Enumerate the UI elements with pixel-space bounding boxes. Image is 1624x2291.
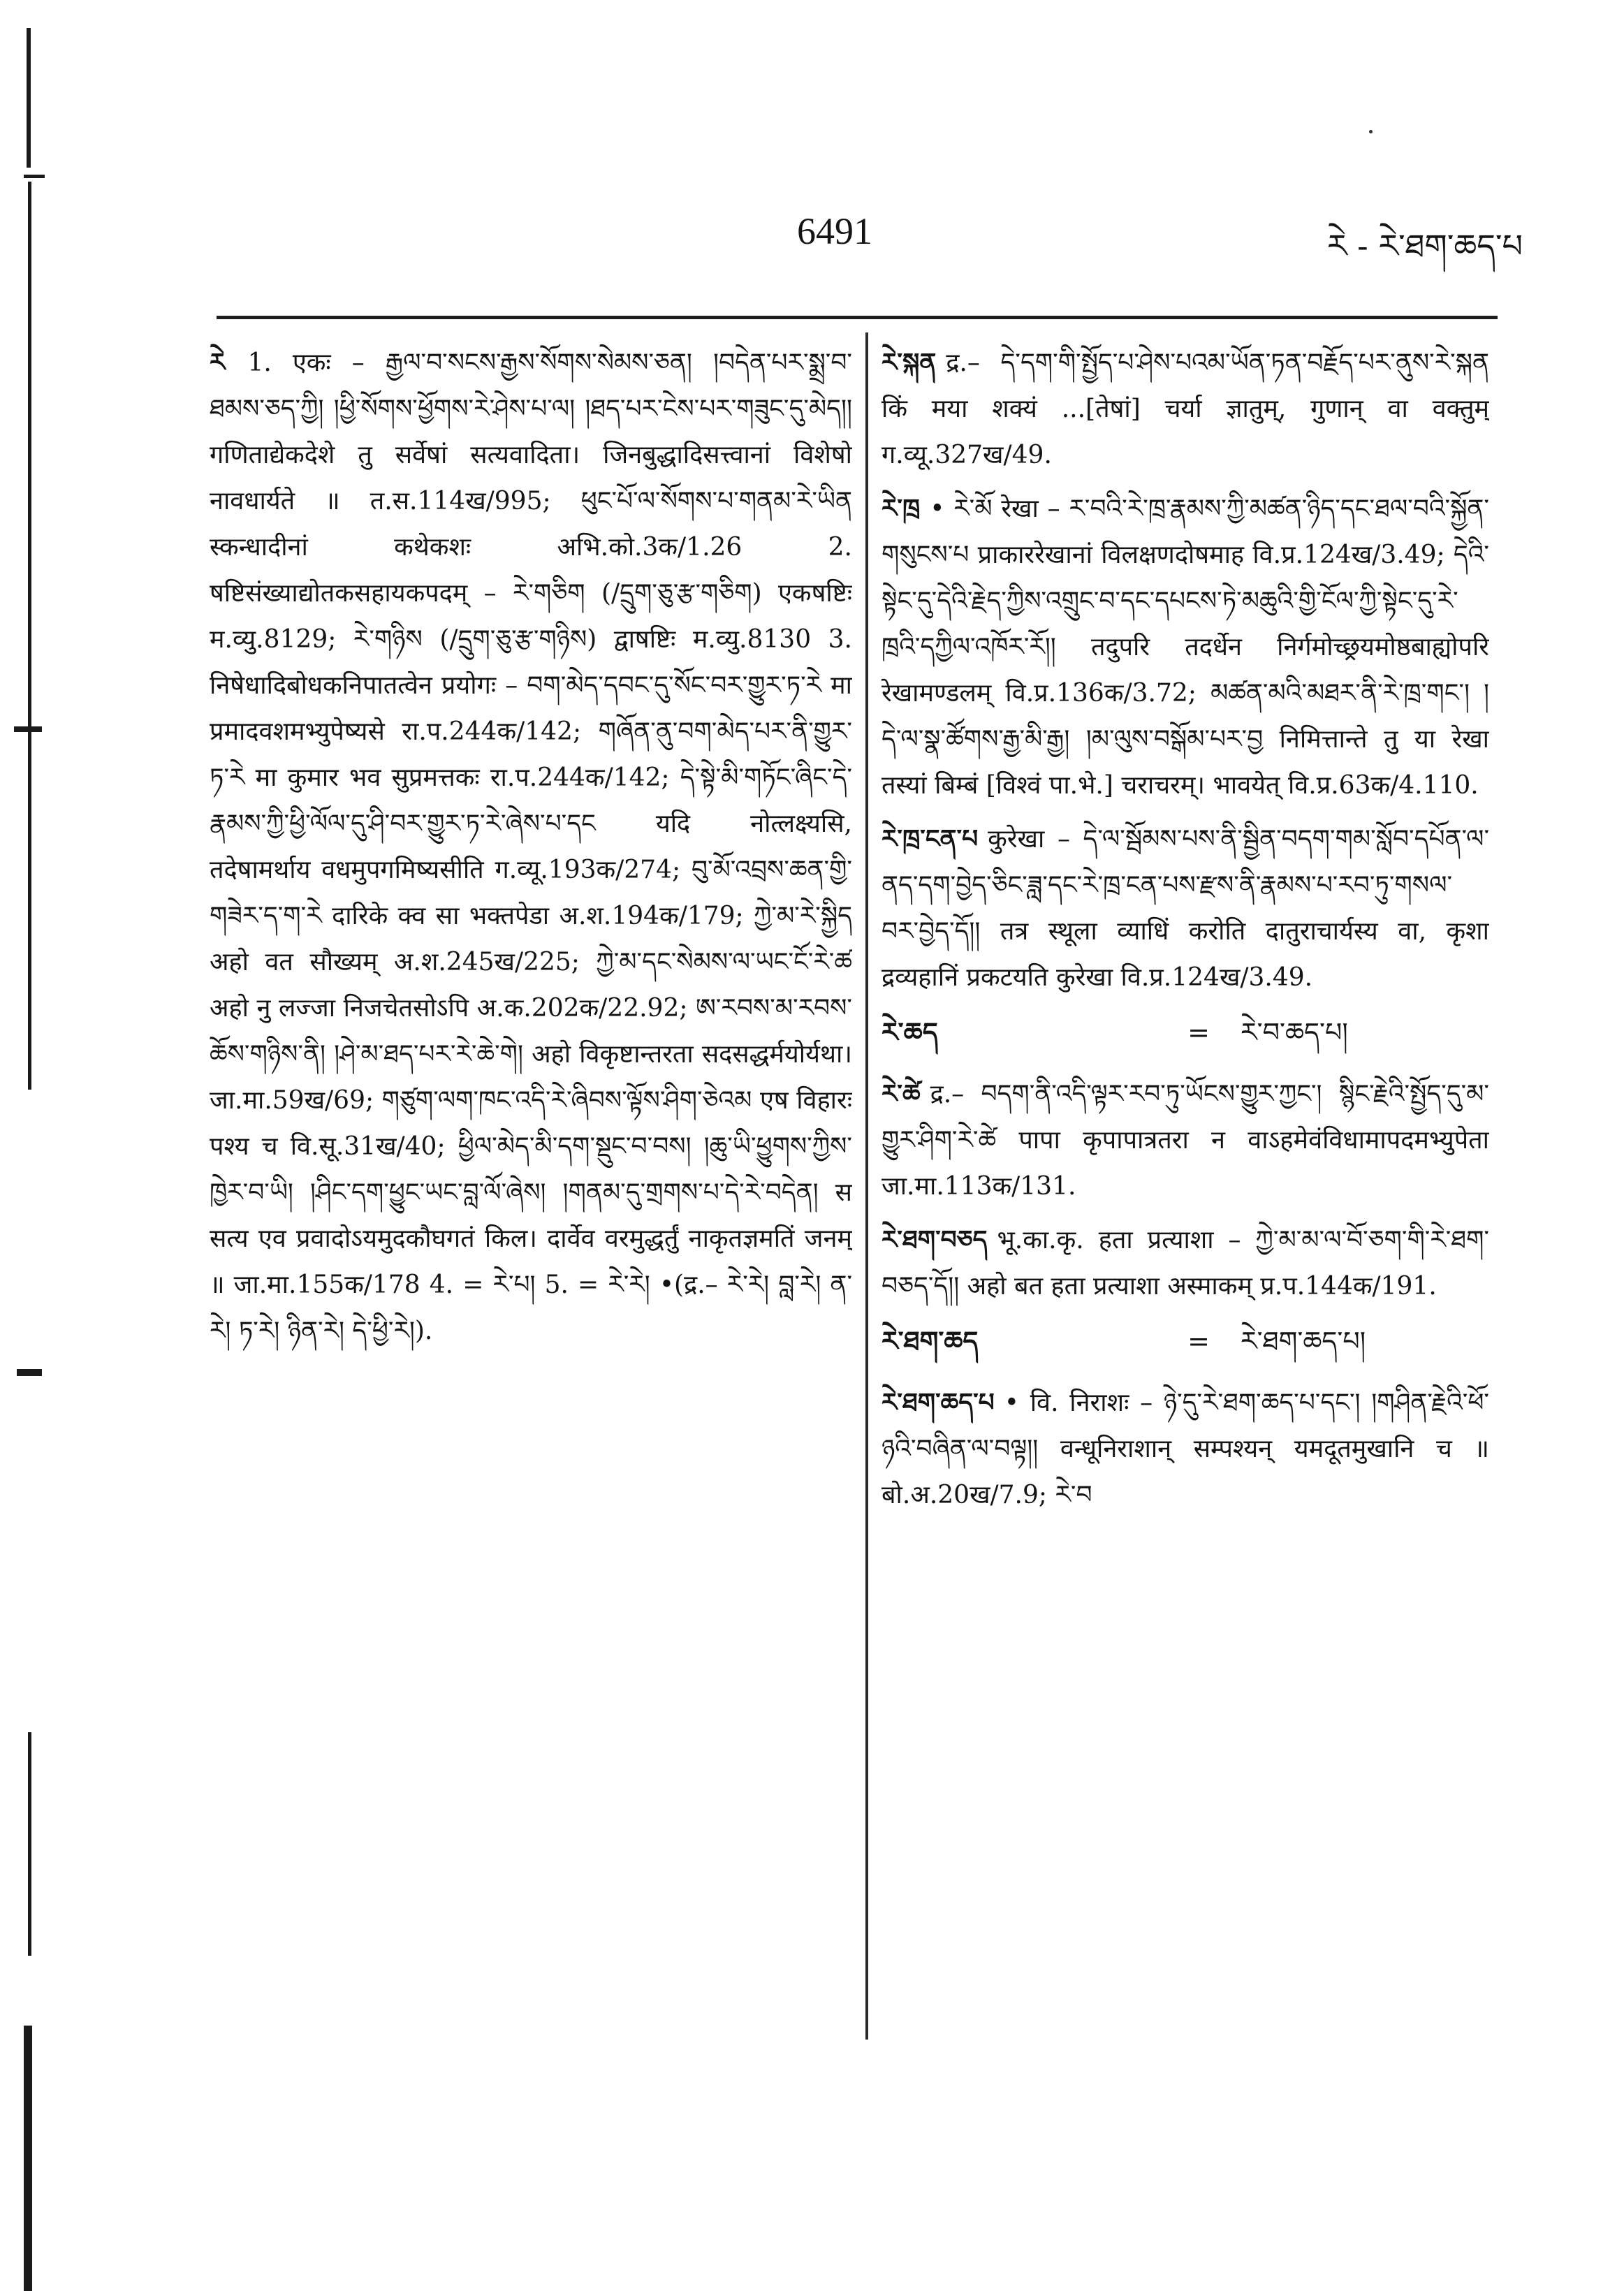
- entry-headword: རེ་ཁྲ་ངན་པ: [882, 824, 979, 854]
- running-head: རེ - རེ་ཐག་ཆད་པ: [1326, 227, 1523, 265]
- dictionary-entry: [882, 816, 1489, 1001]
- scan-binding-edge: [17, 1369, 42, 1376]
- cross-reference-entry: [882, 1318, 1489, 1364]
- entry-headword: རེ་ཆད: [882, 1016, 938, 1048]
- entry-headword: རེ་ཁྲ: [882, 494, 921, 523]
- scan-binding-edge: [28, 1732, 31, 1956]
- right-column: [882, 339, 1489, 2058]
- dictionary-entry: [882, 485, 1489, 809]
- entry-text: • རེ་མོ रेखा – ར་བའི་རེ་ཁྲ་རྣམས་ཀྱི་མཚན་ཉིད་དང་ཐལ་བའི་སྐྱོན་གསུངས་པ प्राकाररेखानां विलक्षणदोषमाह वि.प्र.124ख/3.49; དེའི་སྟེང་དུ་དེའི་རྗེད་ཀྱིས་འགྲུང་བ་དང་དཔངས་ཏེ་མཆུའི་གྱི་ངོལ་ཀྱི་སྟེང་དུ་རེ་ཁྲའི་དཀྱིལ་འཁོར་རོ།། तदुपरि तदर्धेन निर्गमोच्छ्रयमोष्ठबाह्योपरि रेखामण्डलम् वि.प्र.136क/3.72; མཚན་མའི་མཐར་ནི་རེ་ཁྲ་གང་། །དེ་ལ་སྣ་ཚོགས་རྒྱ་མི་རྒྱ། །མ་ལུས་བསྒོམ་པར་བྱ निमित्तान्ते तु या रेखा तस्यां बिम्बं [विश्वं पा.भे.] चराचरम्। भावयेत् वि.प्र.63क/4.110.: [882, 495, 1489, 800]
- cross-reference-entry: [882, 1009, 1489, 1055]
- dictionary-entry: [210, 339, 852, 1354]
- dictionary-entry: [882, 1379, 1489, 1518]
- entry-headword: རེ་ཐག་བཅད: [882, 1225, 988, 1254]
- entry-headword: རེ་ཐག་ཆད་པ: [882, 1388, 995, 1417]
- entry-text: भू.का.कृ. हता प्रत्याशा – ཀྱེ་མ་མ་ལ་བོ་ཅག་གི་རེ་ཐག་བཅད་དོ།། अहो बत हता प्रत्याशा अस्माकम् प्र.प.144क/191.: [882, 1226, 1489, 1301]
- entry-headword: རེ་ཐག་ཆད: [882, 1325, 979, 1356]
- entry-text: कुरेखा – དེ་ལ་སྦོམས་པས་ནི་སྦྱིན་བདག་གམ་སློབ་དཔོན་ལ་ནད་དག་བྱེད་ཅིང་ཟླ་དང་རེ་ཁྲ་ངན་པས་རྫས་ནི་རྣམས་པ་རབ་ཏུ་གསལ་བར་བྱེད་དོ།། तत्र स्थूला व्याधिं करोति दातुराचार्यस्य वा, कृशा द्रव्यहानिं प्रकटयति कुरेखा वि.प्र.124ख/3.49.: [882, 825, 1489, 992]
- scan-binding-edge: [24, 175, 45, 178]
- column-rule: [865, 332, 868, 2040]
- dictionary-entry: [882, 339, 1489, 478]
- equals-sign: =: [1187, 1017, 1210, 1048]
- page-number: 6491: [797, 210, 872, 252]
- dictionary-entry: [882, 1217, 1489, 1310]
- scan-binding-edge: [28, 182, 31, 1090]
- scan-speck: [1369, 130, 1373, 133]
- entry-text: 1. एकः – རྒྱལ་བ་སངས་རྒྱས་སོགས་སེམས་ཅན། །བདེན་པར་སྨྲ་བ་ཐམས་ཅད་ཀྱི། །ཕྱི་སོགས་ཕྱོགས་རེ་ཤེས་པ་ལ། །ཐད་པར་ངེས་པར་གཟུང་དུ་མེད།། गणिताद्येकदेशे तु सर्वेषां सत्यवादिता। जिनबुद्धादिसत्त्वानां विशेषो नावधार्यते ॥ त.स.114ख/995; ཕུང་པོ་ལ་སོགས་པ་གནམ་རེ་ཡིན स्कन्धादीनां कथेकशः अभि.को.3क/1.26 2. षष्टिसंख्याद्योतकसहायकपदम् – རེ་གཅིག (/དྲུག་ཅུ་རྩ་གཅིག) एकषष्टिः म.व्यु.8129; རེ་གཉིས (/དྲུག་ཅུ་རྩ་གཉིས) द्वाषष्टिः म.व्यु.8130 3. निषेधादिबोधकनिपातत्वेन प्रयोगः – བག་མེད་དབང་དུ་སོང་བར་གྱུར་ཏ་རེ मा प्रमादवशमभ्युपेष्यसे रा.प.244क/142; གཞོན་ནུ་བག་མེད་པར་ནི་གྱུར་ཏ་རེ मा कुमार भव सुप्रमत्तकः रा.प.244क/142; དེ་སྟེ་མི་གཏོང་ཞིང་དེ་རྣམས་ཀྱི་ཕྱི་ལོལ་དུ་ཤི་བར་གྱུར་ཏ་རེ་ཞེས་པ་དང यदि नोत्लक्ष्यसि, तदेषामर्थाय वधमुपगमिष्यसीति ग.व्यू.193क/274; བུ་མོ་འབྲས་ཆན་གྱི་གཟེར་ད་ག་རེ दारिके क्व सा भक्तपेडा अ.श.194क/179; ཀྱེ་མ་རེ་སྐྱིད अहो वत सौख्यम् अ.श.245ख/225; ཀྱེ་མ་དང་སེམས་ལ་ཡང་ངོ་རེ་ཚ अहो नु लज्जा निजचेतसोऽपि अ.क.202क/22.92; ཨ་རབས་མ་རབས་ཆོས་གཉིས་ནི། །ཤེ་མ་ཐད་པར་རེ་ཆེ་གེ། अहो विकृष्टान्तरता सदसद्धर्मयोर्यथा। जा.मा.59ख/69; གཙུག་ལག་ཁང་འདི་རེ་ཞིབས་ལྟོས་ཤིག་ཅེའམ एष विहारः पश्य च वि.सू.31ख/40; ཕྱིལ་མེད་མི་དག་སྡུང་བ་བས། །ཆུ་ཡི་ཕྱུགས་ཀྱིས་ཁྱེར་བ་ཡི། །ཤིང་དག་ཕྱུང་ཡང་བླ་ལོ་ཞེས། །གནམ་དུ་གྲགས་པ་དེ་རེ་བདེན། स सत्य एव प्रवादोऽयमुदकौघगतं किल। दार्वेव वरमुद्धर्तुं नाकृतज्ञमतिं जनम् ॥ जा.मा.155क/178 4. = རེ་པ། 5. = རེ་རེ། •(द्र.– རེ་རེ། བླ་རེ། ན་རེ། ཏ་རེ། ཉིན་རེ། དེ་ཕྱི་རེ།).: [210, 349, 852, 1345]
- entry-text: द्र.– བདག་ནི་འདི་ལྟར་རབ་ཏུ་ཡོངས་གྱུར་ཀྱང་། སྙིང་རྗེའི་སྤྱོད་དུ་མ་གྱུར་ཤིག་རེ་ཚེ पापा कृपापात्रतरा न वाऽहमेवंविधामापदमभ्युपेता जा.मा.113क/131.: [882, 1080, 1489, 1201]
- entry-headword: རེ་སྐན: [882, 348, 937, 377]
- equals-sign: =: [1187, 1326, 1210, 1356]
- scan-binding-edge: [27, 28, 31, 168]
- scan-binding-edge: [14, 726, 42, 732]
- entry-headword: རེ་ཚེ: [882, 1079, 921, 1108]
- dictionary-entry: [882, 1071, 1489, 1210]
- entry-headword: རེ: [210, 348, 226, 377]
- cross-reference-target: རེ་བ་ཆད་པ།: [1241, 1017, 1348, 1048]
- left-column: [210, 339, 852, 2072]
- scan-binding-edge: [24, 2026, 32, 2291]
- cross-reference-target: རེ་ཐག་ཆད་པ།: [1241, 1326, 1366, 1356]
- header-rule: [217, 316, 1498, 319]
- entry-text: द्र.– དེ་དག་གི་སྤྱོད་པ་ཤེས་པའམ་ཡོན་ཏན་བརྗོད་པར་ནུས་རེ་སྐན किं मया शक्यं ...[तेषां] चर्या ज्ञातुम्, गुणान् वा वक्तुम् ग.व्यू.327ख/49.: [882, 349, 1489, 469]
- entry-text: • वि. निराशः – ཉེ་དུ་རེ་ཐག་ཆད་པ་དང་། །གཤིན་རྗེའི་ཕོ་ཉའི་བཞིན་ལ་བལྟ།། वन्धूनिराशान् सम्पश्यन् यमदूतमुखानि च ॥ बो.अ.20ख/7.9; རེ་བ: [882, 1389, 1489, 1509]
